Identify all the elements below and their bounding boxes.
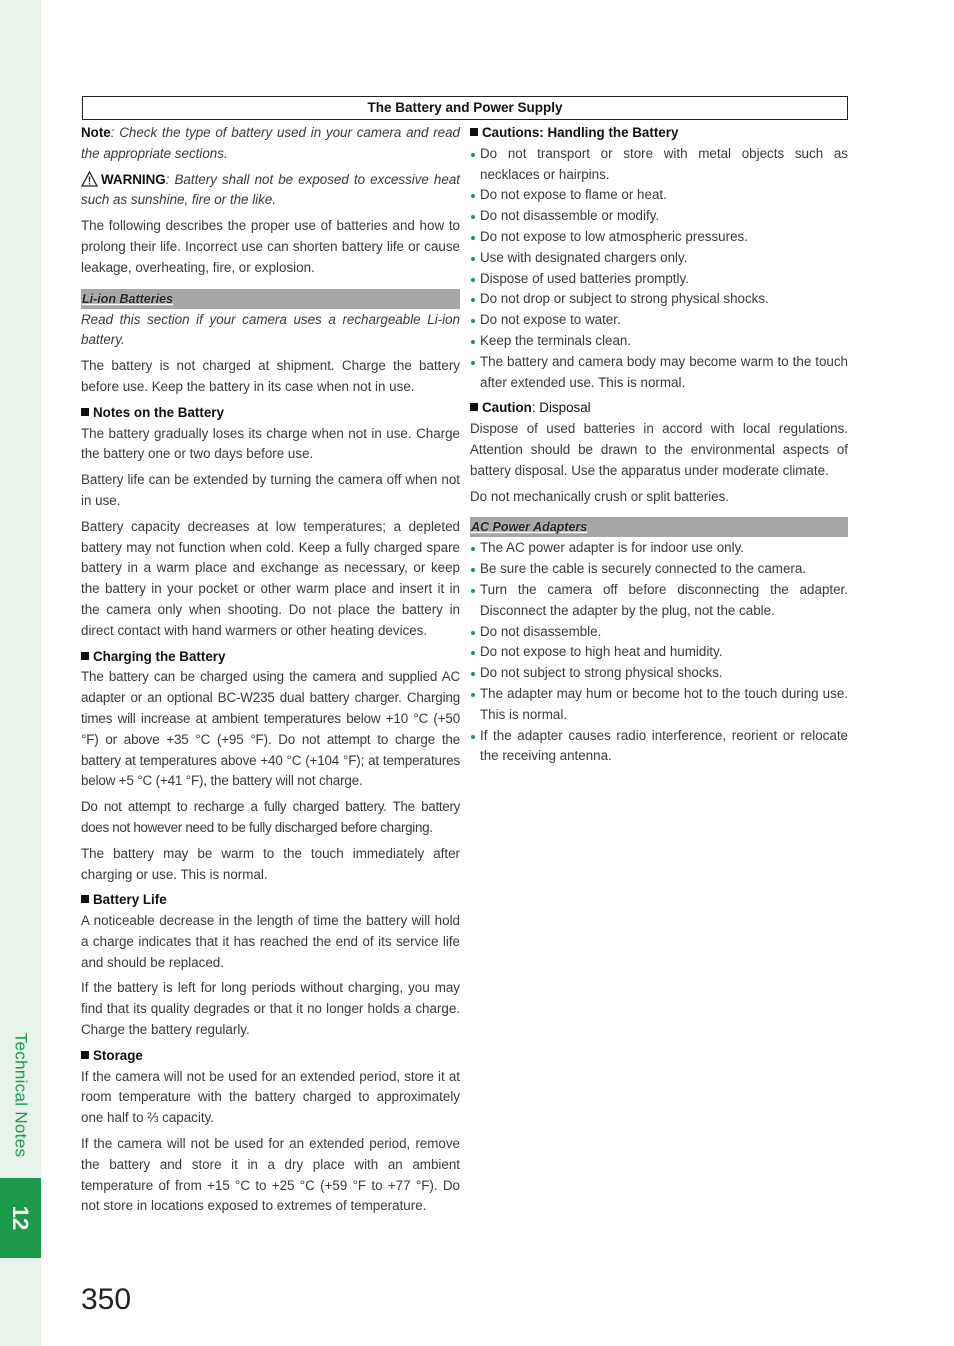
page-number: 350 — [81, 1283, 132, 1316]
disposal-heading: Caution: Disposal — [470, 398, 848, 419]
life-heading: Battery Life — [81, 890, 460, 911]
list-item: The battery and camera body may become warm to the touch after extended use. This is normal. — [470, 352, 848, 394]
warning-lead: WARNING — [101, 171, 166, 187]
square-bullet-icon — [81, 895, 89, 903]
warning-paragraph: WARNING: Battery shall not be exposed to excessive heat such as sunshine, fire or the like. — [81, 171, 460, 208]
warning-icon — [81, 171, 98, 187]
list-item: Do not expose to flame or heat. — [470, 185, 848, 206]
charging-heading: Charging the Battery — [81, 647, 460, 668]
notes-paragraph-3: Battery capacity decreases at low temperatures; a depleted battery may not function when cold. Keep a fully charged spare battery in a warm place and exchange as necessary, or keep the battery in your pocket or other warm place and insert it in the camera only when shooting. Do not place the battery in direct contact with hand warmers or other heating devices. — [81, 518, 460, 638]
liion-intro: Read this section if your camera uses a rechargeable Li-ion battery. — [81, 311, 460, 348]
note-lead: Note — [81, 125, 111, 140]
storage-paragraph-2: If the camera will not be used for an extended period, remove the battery and store it in a dry place with an ambient temperature of from +15 °C to +25 °C (+59 °F to +77 °F). Do not store in locations exposed to extremes of temperature. — [81, 1136, 460, 1214]
chapter-number: 12 — [8, 1205, 34, 1231]
storage-paragraph-1: If the camera will not be used for an extended period, store it at room temperature with the battery charged to approximately one half to ⅔ capacity. — [81, 1068, 460, 1126]
square-bullet-icon — [81, 652, 89, 660]
notes-heading: Notes on the Battery — [81, 403, 460, 424]
liion-heading: Li-ion Batteries — [81, 289, 460, 309]
list-item: Be sure the cable is securely connected to the camera. — [470, 559, 848, 580]
square-bullet-icon — [81, 408, 89, 416]
charging-paragraph-3: The battery may be warm to the touch immediately after charging or use. This is normal. — [81, 845, 460, 882]
charging-paragraph-2: Do not attempt to recharge a fully charged battery. The battery does not however need to be fully discharged before charging. — [81, 799, 460, 835]
square-bullet-icon — [470, 403, 478, 411]
list-item: Use with designated chargers only. — [470, 248, 848, 269]
square-bullet-icon — [81, 1051, 89, 1059]
list-item: If the adapter causes radio interference, reorient or relocate the receiving antenna. — [470, 726, 848, 768]
list-item: Do not expose to water. — [470, 310, 848, 331]
charging-paragraph-1: The battery can be charged using the camera and supplied AC adapter or an optional BC-W235 dual battery charger. Charging times will increase at ambient temperatures below +10 °C (+50 °F) or above +35 °C (+95 °F). Do not attempt to charge the battery at temperatures above +40 °C (+104 °F); at temperatures below +5 °C (+41 °F), the battery will not charge. — [81, 669, 460, 789]
note-paragraph: Note: Check the type of battery used in your camera and read the appropriate sections. — [81, 125, 460, 161]
disposal-paragraph-2: Do not mechanically crush or split batteries. — [470, 488, 729, 504]
list-item: Do not drop or subject to strong physical shocks. — [470, 289, 848, 310]
liion-paragraph: The battery is not charged at shipment. Charge the battery before use. Keep the battery in its case when not in use. — [81, 358, 460, 394]
section-tab-label: Technical Notes — [11, 1032, 31, 1158]
cautions-heading: Cautions: Handling the Battery — [470, 123, 848, 144]
ac-heading: AC Power Adapters — [470, 517, 848, 537]
list-item: Dispose of used batteries promptly. — [470, 269, 848, 290]
square-bullet-icon — [470, 128, 478, 136]
cautions-list — [470, 144, 848, 394]
list-item: The adapter may hum or become hot to the touch during use. This is normal. — [470, 684, 848, 726]
disposal-paragraph-1: Dispose of used batteries in accord with local regulations. Attention should be drawn to the environmental aspects of battery disposal. Use the apparatus under moderate climate. — [470, 421, 848, 478]
page-title: The Battery and Power Supply — [82, 96, 848, 120]
list-item: Turn the camera off before disconnecting the adapter. Disconnect the adapter by the plug, not the cable. — [470, 580, 848, 622]
list-item: Do not disassemble. — [470, 622, 848, 643]
life-paragraph-1: A noticeable decrease in the length of time the battery will hold a charge indicates that it has reached the end of its service life and should be replaced. — [81, 913, 460, 970]
notes-paragraph-1: The battery gradually loses its charge when not in use. Charge the battery one or two days before use. — [81, 425, 460, 462]
list-item: The AC power adapter is for indoor use only. — [470, 538, 848, 559]
list-item: Do not expose to low atmospheric pressures. — [470, 227, 848, 248]
ac-list — [470, 538, 848, 767]
intro-paragraph: The following describes the proper use of batteries and how to prolong their life. Incorrect use can shorten battery life or cause leakage, overheating, fire, or explosion. — [81, 218, 460, 275]
list-item: Do not disassemble or modify. — [470, 206, 848, 227]
life-paragraph-2: If the battery is left for long periods without charging, you may find that its quality degrades or that it no longer holds a charge. Charge the battery regularly. — [81, 980, 460, 1038]
right-column — [470, 123, 848, 772]
notes-paragraph-2: Battery life can be extended by turning the camera off when not in use. — [81, 472, 460, 508]
list-item: Do not subject to strong physical shocks. — [470, 663, 848, 684]
list-item: Do not transport or store with metal objects such as necklaces or hairpins. — [470, 144, 848, 186]
left-column — [81, 123, 460, 1222]
list-item: Do not expose to high heat and humidity. — [470, 642, 848, 663]
list-item: Keep the terminals clean. — [470, 331, 848, 352]
chapter-tab[interactable] — [0, 1178, 41, 1258]
storage-heading: Storage — [81, 1046, 460, 1067]
